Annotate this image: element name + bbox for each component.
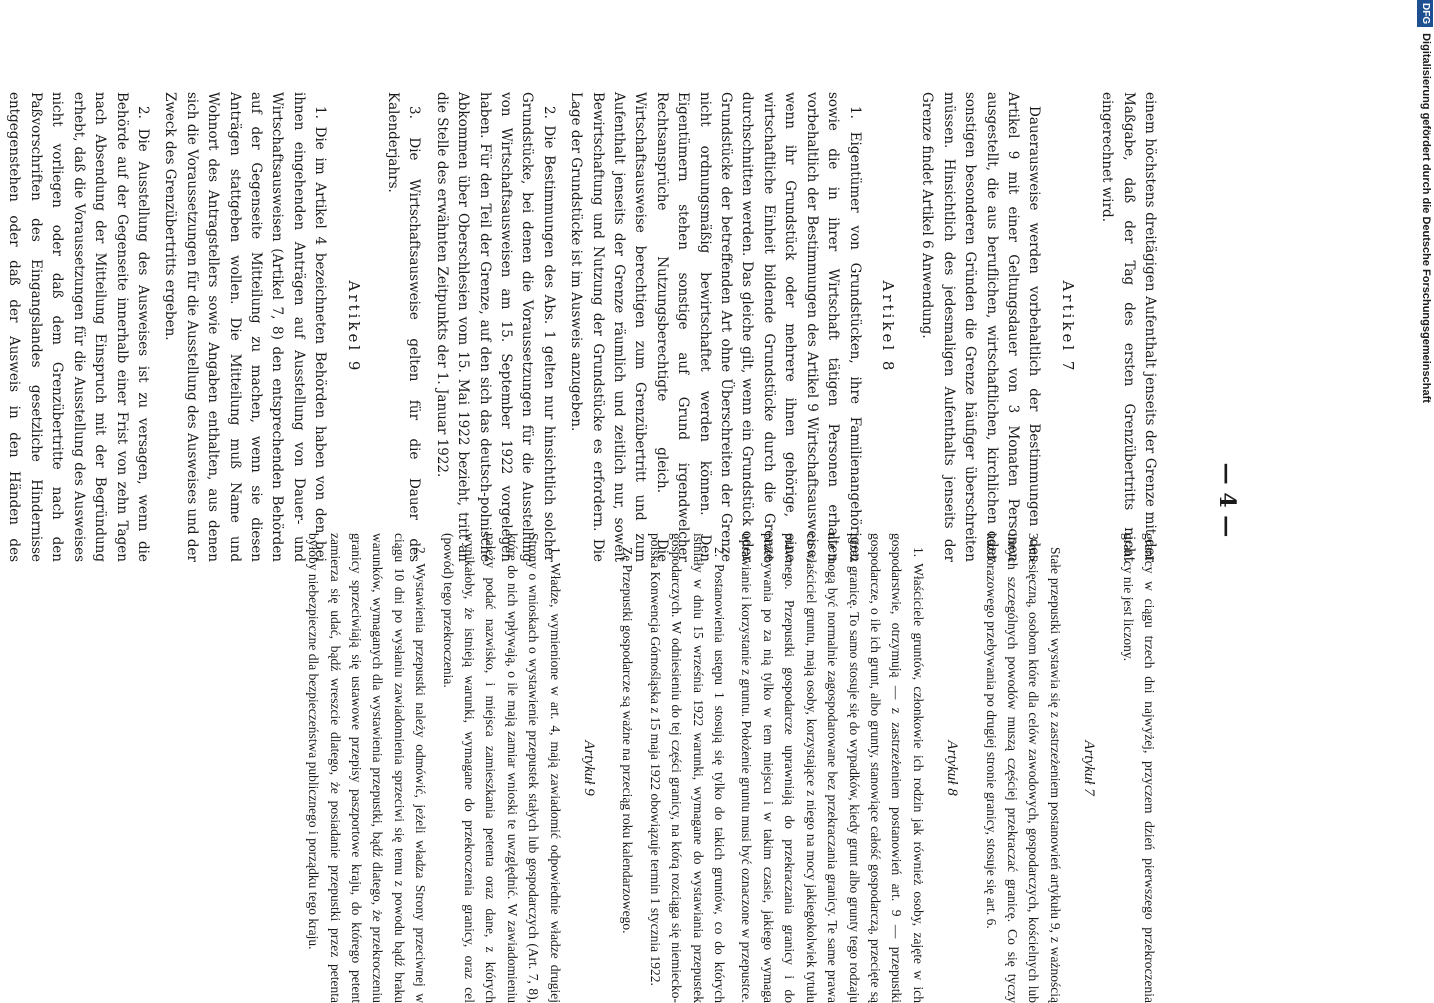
german-article-8-para-2: 2. Die Bestimmungen des Abs. 1 gelten nur hinsichtlich solcher Grundstücke, bei denen die Voraussetzungen für die Ausstellung von Wirtschaftsausweisen am 15. September 1922 vorgelegen haben. Für den Teil der Grenze, auf den sich das deutsch-polnische Abkommen über Oberschlesien vom 15. Mai 1922 bezieht, tritt an die Stelle des erwähnten Zeitpunkts der 1. Januar 1922. xyxy=(433,92,557,562)
german-article-8-para-3: 3. Die Wirtschaftsausweise gelten für die Dauer des Kalenderjahrs. xyxy=(385,92,423,562)
polish-column xyxy=(297,533,1160,1003)
document-page xyxy=(6,0,1300,1003)
german-article-9-para-2: 2. Die Ausstellung des Ausweises ist zu versagen, wenn die Behörde auf der Gegenseite innerhalb einer Frist von zehn Tagen nach Absendung der Mitteilung Einspruch mit der Begründung erhebt, daß die Voraussetzungen für die Ausstellung des Ausweises nicht vorliegen oder daß dem Grenzübertritte nach den Paßvorschriften des Eingangslandes gesetzliche Hindernisse entgegenstehen oder daß der Ausweis in den Händen des xyxy=(6,92,151,562)
polish-article-8-para-2: 2. Postanowienia ustępu 1 stosują się tylko do takich gruntów, co do których istniały w dniu 15 września 1922 warunki, wymagane do wystawiania przepustek gospodarczych. W odniesieniu do tej części granicy, na którą rozciąga się niemiecko-polska Konwencja Górnośląska z 15 maja 1922 obowiązuje termin 1 stycznia 1922. xyxy=(647,533,728,1003)
polish-intro: granicy w ciągu trzech dni najwyżej, przyczem dzień pierwszego przekroczenia granicy nie jest liczony. xyxy=(1120,533,1157,1003)
page-number: — 4 — xyxy=(1214,462,1240,538)
german-article-7-text: Dauerausweise werden vorbehaltlich der Bestimmungen des Artikel 9 mit einer Geltungsdauer von 3 Monaten Personen ausgestellt, die aus beruflichen, wirtschaftlichen, kirchlichen oder sonstigen besonderen Gründen die Grenze häufiger überschreiten müssen. Hinsichtlich des jedesmaligen Aufenthalts jenseits der Grenze findet Artikel 6 Anwendung. xyxy=(919,92,1043,562)
polish-article-8-para-3: Zę Przepustki gospodarcze są ważne na przeciąg roku kalendarzowego. xyxy=(620,547,636,934)
polish-article-9-para-2: 2. Wystawienia przepustki należy odmówić, jeżeli władza Strony przeciwnej w ciągu 10 dni po wysłaniu zawiadomienia sprzeciwi się temu z powodu bądź braku warunków, wymaganych dla wystawienia przepustki, bądź dlatego, że przekroczeniu granicy sprzeciwiają się ustawowe przepisy paszportowe kraju, do którego petent zamierza się udać, bądź wreszcie dlatego, że posiadanie przepustki przez petenta byłoby niebezpieczne dla bezpieczeństwa publicznego i porządku tego kraju. xyxy=(306,533,429,1003)
polish-article-7-heading: Artykuł 7 xyxy=(1081,740,1098,796)
german-article-7-heading: Artikel 7 xyxy=(1058,280,1077,374)
german-intro: einem höchstens dreitägigen Aufenthalt jenseits der Grenze mit der Maßgabe, daß der Tag des ersten Grenzübertritts nicht eingerechnet wird. xyxy=(1099,92,1158,562)
polish-article-9-para-1: 1. Władze, wymienione w art. 4, mają zawiadomić odpowiednie władze drugiej Strony o wnioskach o wystawienie przepustek stałych lub gospodarczych (Art. 7, 8), które do nich wpływają, o ile mają zamiar wnioski te uwzględnić. W zawiadomieniu należy podać nazwisko, i miejsca zamieszkania petenta oraz dane, z których wynikałoby, że istnieją warunki, wymagane do przekroczenia granicy, oraz cel (powód) tego przekroczenia. xyxy=(440,533,563,1003)
german-article-8-para-1: 1. Eigentümer von Grundstücken, ihre Familienangehörigen sowie die in ihrer Wirtschaft tätigen Personen erhalten vorbehaltlich der Bestimmungen des Artikel 9 Wirtschaftsausweise, wenn ihr Grundstück oder mehrere ihnen gehörige, eine wirtschaftliche Einheit bildende Grundstücke durch die Grenze durchschnitten werden. Das gleiche gilt, wenn ein Grundstück oder Grundstücke der betreffenden Art ohne Überschreiten der Grenze nicht ordnungsmäßig bewirtschaftet werden können. Den Eigentümern stehen sonstige auf Grund irgendwelcher Rechtsansprüche Nutzungsberechtigte gleich. Die Wirtschaftsausweise berechtigen zum Grenzübertritt und zum Aufenthalt jenseits der Grenze räumlich und zeitlich nur, soweit Bewirtschaftung und Nutzung der Grundstücke es erfordern. Die Lage der Grundstücke ist im Ausweis anzugeben. xyxy=(568,92,863,562)
polish-article-8-para-1: 1. Właściciele gruntów, członkowie ich rodzin jak również osoby, zajęte w ich gospodarstwie, otrzymują — z zastrzeżeniem postanowień art. 9 — przepustki gospodarcze, o ile ich grunt, albo grunty, stanowiące całość gospodarczą, przecięte są przez granicę. To samo stosuje się do wypadków, kiedy grunt albo grunty tego rodzaju nie mogą być normalnie zagospodarowane bez przekraczania granicy. Te same prawa co właściciel gruntu, mają osoby, korzystające z niego na mocy jakiegokolwiek tytułu prawnego. Przepustki gospodarcze uprawniają do przekraczania granicy i do przebywania po za nią tylko w tem miejscu i w takim czasie, jakiego wymaga uprawianie i korzystanie z gruntu. Położenie gruntu musi być oznaczone w przepustce. xyxy=(739,533,926,1003)
digitization-credit: Digitalisierung gefördert durch die Deutsche Forschungsgemeinschaft xyxy=(1420,33,1432,403)
polish-article-7-text: Stałe przepustki wystawia się z zastrzeżeniem postanowień artykułu 9, z ważnością 3-miesięczną, osobom które dla celów zawodowych, gospodarczych, kościelnych lub innych szczególnych powodów muszą częściej przekraczać granicę. Co się tyczy każdorazowego przebywania po drugiej stronie granicy, stosuje się art. 6. xyxy=(983,533,1063,1003)
german-article-9-heading: Artikel 9 xyxy=(344,280,363,374)
german-column xyxy=(0,92,1160,562)
german-article-9-para-1: 1. Die im Artikel 4 bezeichneten Behörden haben von den bei ihnen eingehenden Anträgen auf Ausstellung von Dauer- und Wirtschaftsausweisen (Artikel 7, 8) den entsprechenden Behörden auf der Gegenseite Mitteilung zu machen, wenn sie diesen Anträgen stattgeben wollen. Die Mitteilung muß Name und Wohnort des Antragstellers sowie Angaben enthalten, aus denen sich die Voraussetzungen für die Ausstellung des Ausweises und der Zweck des Grenzübertritts ergeben. xyxy=(162,92,329,562)
german-article-8-heading: Artikel 8 xyxy=(878,280,897,374)
polish-article-8-heading: Artykuł 8 xyxy=(944,740,961,796)
digitization-credit-bar xyxy=(1418,0,1434,1000)
polish-article-9-heading: Artykuł 9 xyxy=(581,740,598,796)
dfg-logo: DFG xyxy=(1417,0,1433,27)
